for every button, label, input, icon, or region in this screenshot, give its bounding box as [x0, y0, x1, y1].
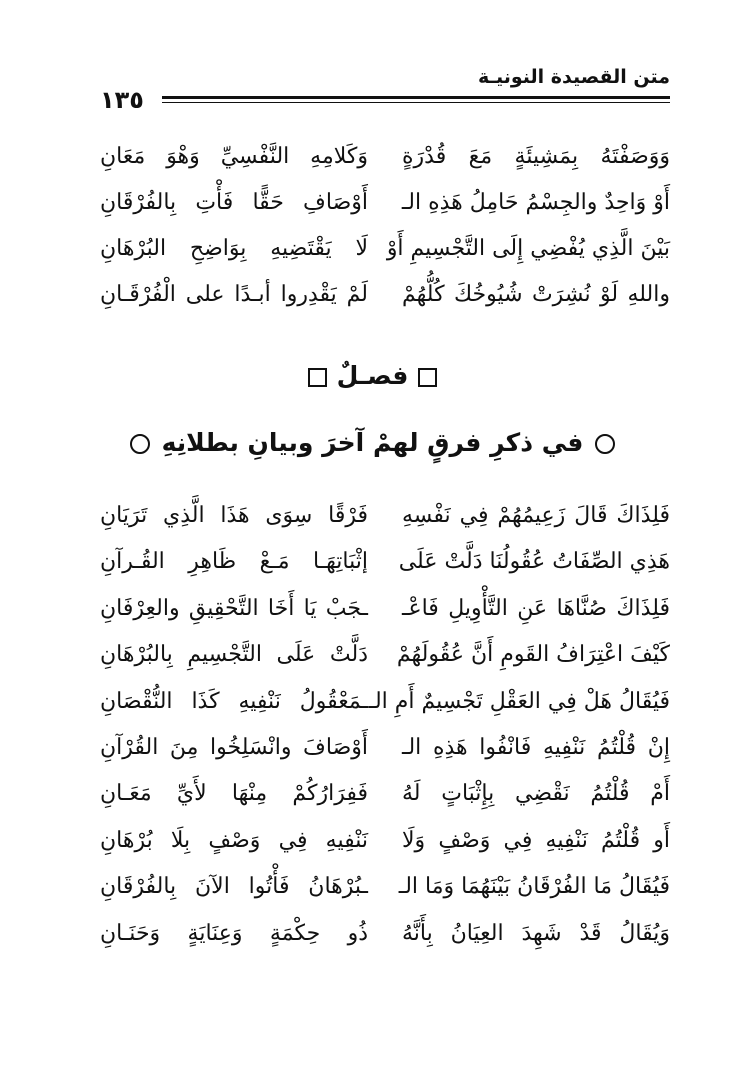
verse-line — [100, 138, 670, 184]
verse-second-hemistich: ذُو حِكْمَةٍ وَعِنَايَةٍ وَحَنَـانِ — [100, 920, 368, 946]
circle-ornament-icon — [595, 434, 615, 454]
verse-first-hemistich: أَمْ قُلْتُمُ نَقْضِي بِإِثْبَاتٍ لَهُ — [402, 781, 670, 807]
verse-line — [100, 775, 670, 821]
verse-line — [100, 868, 670, 914]
section-subheading — [0, 422, 745, 464]
verse-second-hemistich: ـجَبْ يَا أَخَا التَّحْقِيقِ والعِرْفَانِ — [100, 595, 368, 621]
verse-first-hemistich: وَيُقَالُ قَدْ شَهِدَ العِيَانُ بِأَنَّهُ — [402, 920, 670, 946]
verse-second-hemistich: ـبُرْهَانُ فَأْتُوا الآنَ بِالفُرْقَانِ — [100, 874, 368, 900]
verse-first-hemistich: بَيْنَ الَّذِي يُفْضِي إِلَى التَّجْسِيمِ أَوْ — [386, 236, 670, 261]
book-title: متن القصيدة النونيـة — [477, 66, 670, 88]
verse-line — [100, 543, 670, 589]
section-heading — [0, 356, 745, 396]
verse-first-hemistich: إِنْ قُلْتُمُ نَنْفِيهِ فَانْفُوا هَذِهِ الـ — [402, 734, 670, 760]
verse-second-hemistich: وَكَلامِهِ النَّفْسِيِّ وَهْوَ مَعَانِ — [100, 144, 368, 169]
section-title: فصـلٌ — [336, 361, 409, 390]
verse-second-hemistich: أَوْصَافَ وانْسَلِخُوا مِنَ القُرْآنِ — [100, 734, 368, 760]
verse-line — [100, 590, 670, 636]
verse-second-hemistich: لَا يَقْتَضِيهِ بِوَاضِحِ البُرْهَانِ — [100, 236, 368, 261]
verse-second-hemistich: فَرْقًا سِوَى هَذَا الَّذِي تَرَيَانِ — [100, 503, 368, 528]
verse-first-hemistich: فَيُقَالُ هَلْ فِي العَقْلِ تَجْسِيمٌ أَمِ الـ — [368, 688, 670, 714]
verse-first-hemistich: واللهِ لَوْ نُشِرَتْ شُيُوخُكَ كُلُّهُمْ — [402, 282, 670, 307]
section-subtitle: في ذكرِ فرقٍ لهمْ آخرَ وبيانِ بطلانِهِ — [161, 428, 584, 457]
header-rule-thick — [162, 96, 670, 99]
verse-second-hemistich: أَوْصَافِ حَقًّا فَأْتِ بِالفُرْقَانِ — [100, 190, 368, 215]
verse-line — [100, 497, 670, 543]
verse-line — [100, 915, 670, 961]
circle-ornament-icon — [130, 434, 150, 454]
verse-first-hemistich: وَوَصَفْتَهُ بِمَشِيئَةٍ مَعَ قُدْرَةٍ — [402, 144, 670, 169]
verse-line — [100, 276, 670, 322]
verse-first-hemistich: كَيْفَ اعْتِرَافُ القَومِ أَنَّ عُقُولَهُمْ — [396, 642, 670, 668]
verse-line — [100, 822, 670, 868]
running-header — [100, 66, 670, 116]
verse-second-hemistich: دَلَّتْ عَلَى التَّجْسِيمِ بِالبُرْهَانِ — [100, 642, 368, 668]
verse-first-hemistich: أَو قُلْتُمُ نَنْفِيهِ فِي وَصْفٍ وَلَا — [402, 827, 670, 853]
verse-second-hemistich: ـمَعْقُولُ نَنْفِيهِ كَذَا النُّقْصَانِ — [100, 688, 368, 714]
header-rule-thin — [162, 102, 670, 103]
verse-line — [100, 636, 670, 682]
verse-second-hemistich: إثْبَاتِهَـا مَـعْ ظَاهِرِ القُـرآنِ — [100, 549, 368, 575]
verse-first-hemistich: فَلِذَاكَ صُنَّاهَا عَنِ التَّأْوِيلِ فَاعْـ — [402, 595, 670, 621]
square-ornament-icon — [308, 368, 327, 387]
verse-block-top — [100, 138, 670, 322]
verse-line — [100, 729, 670, 775]
page-number: ١٣٥ — [100, 86, 144, 114]
verse-first-hemistich: فَلِذَاكَ قَالَ زَعِيمُهُمْ فِي نَفْسِهِ — [402, 503, 670, 528]
verse-line — [100, 184, 670, 230]
square-ornament-icon — [418, 368, 437, 387]
verse-second-hemistich: فَفِرَارُكُمْ مِنْهَا لأَيِّ مَعَـانِ — [100, 781, 368, 807]
verse-second-hemistich: نَنْفِيهِ فِي وَصْفٍ بِلَا بُرْهَانِ — [100, 827, 368, 853]
verse-first-hemistich: فَيُقَالُ مَا الفُرْقَانُ بَيْنَهُمَا وَمَا الـ — [398, 874, 670, 900]
verse-block-bottom — [100, 497, 670, 961]
verse-second-hemistich: لَمْ يَقْدِروا أبـدًا على الْفُرْقَـانِ — [100, 282, 368, 307]
verse-line — [100, 230, 670, 276]
verse-first-hemistich: أَوْ وَاحِدٌ والجِسْمُ حَامِلُ هَذِهِ الـ — [401, 190, 670, 215]
verse-first-hemistich: هَذِي الصِّفَاتُ عُقُولُنَا دَلَّتْ عَلَى — [398, 549, 670, 575]
verse-line — [100, 683, 670, 729]
